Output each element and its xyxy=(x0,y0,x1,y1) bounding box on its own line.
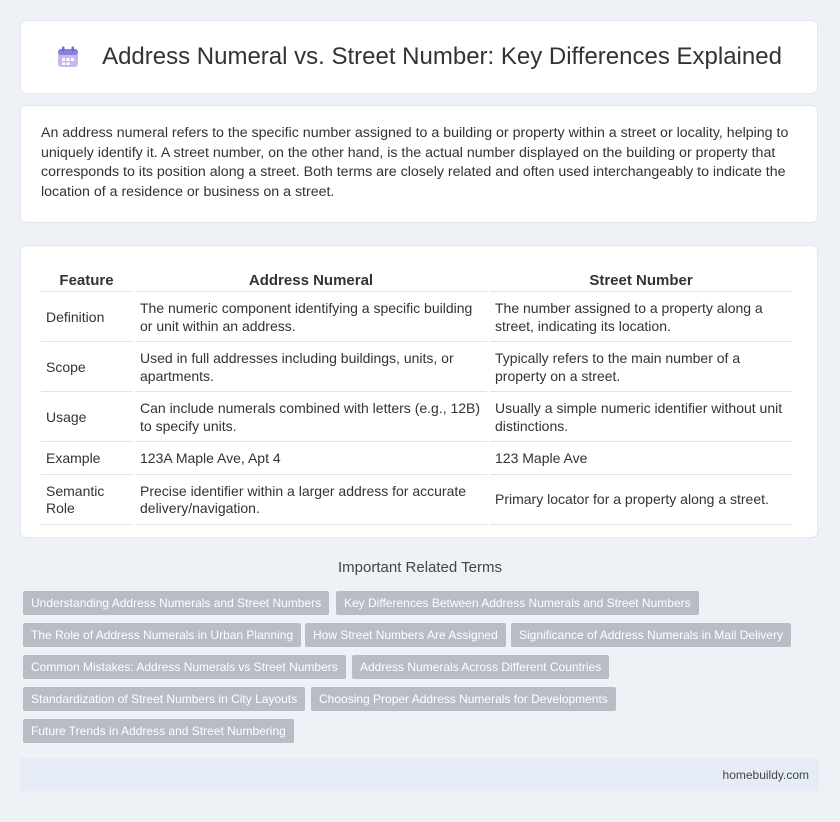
related-term-link[interactable]: Key Differences Between Address Numerals and Street Numbers xyxy=(336,591,699,615)
related-term-link[interactable]: Future Trends in Address and Street Numbering xyxy=(23,719,294,743)
row-address-numeral: 123A Maple Ave, Apt 4 xyxy=(135,444,487,475)
table-header-row xyxy=(41,268,792,292)
footer xyxy=(20,758,819,791)
related-term-link[interactable]: Significance of Address Numerals in Mail Delivery xyxy=(511,623,791,647)
calendar-icon xyxy=(56,45,80,69)
row-street-number: Primary locator for a property along a street. xyxy=(490,477,792,525)
intro-text: An address numeral refers to the specific number assigned to a building or property within a street or locality, helping to uniquely identify it. A street number, on the other hand, is the actual number displayed on the building or property that corresponds to its position along a street. Both terms are closely related and often used interchangeably to indicate the location of a residence or business on a street. xyxy=(41,125,789,200)
row-address-numeral: The numeric component identifying a specific building or unit within an address. xyxy=(135,294,487,342)
intro-card xyxy=(20,105,818,223)
footer-site-link[interactable]: homebuildy.com xyxy=(722,767,809,782)
row-address-numeral: Precise identifier within a larger address for accurate delivery/navigation. xyxy=(135,477,487,525)
related-term-link[interactable]: Choosing Proper Address Numerals for Developments xyxy=(311,687,616,711)
related-term-link[interactable]: How Street Numbers Are Assigned xyxy=(305,623,506,647)
title-card xyxy=(20,20,818,94)
row-feature: Usage xyxy=(41,394,132,442)
page-title-text: Address Numeral vs. Street Number: Key Differences Explained xyxy=(102,43,782,70)
comparison-table-card xyxy=(20,245,818,538)
page-title xyxy=(56,43,782,71)
related-terms-title: Important Related Terms xyxy=(338,559,502,576)
related-term-link[interactable]: Standardization of Street Numbers in City Layouts xyxy=(23,687,305,711)
table-row xyxy=(41,394,792,442)
table-row xyxy=(41,294,792,342)
row-street-number: Usually a simple numeric identifier without unit distinctions. xyxy=(490,394,792,442)
header-feature: Feature xyxy=(41,268,132,292)
row-street-number: Typically refers to the main number of a property on a street. xyxy=(490,344,792,392)
row-feature: Example xyxy=(41,444,132,475)
row-address-numeral: Used in full addresses including buildings, units, or apartments. xyxy=(135,344,487,392)
table-row xyxy=(41,444,792,475)
row-street-number: 123 Maple Ave xyxy=(490,444,792,475)
related-term-link[interactable]: The Role of Address Numerals in Urban Planning xyxy=(23,623,301,647)
row-address-numeral: Can include numerals combined with letters (e.g., 12B) to specify units. xyxy=(135,394,487,442)
header-address-numeral: Address Numeral xyxy=(135,268,487,292)
related-term-link[interactable]: Common Mistakes: Address Numerals vs Street Numbers xyxy=(23,655,346,679)
row-feature: Semantic Role xyxy=(41,477,132,525)
row-street-number: The number assigned to a property along a street, indicating its location. xyxy=(490,294,792,342)
row-feature: Definition xyxy=(41,294,132,342)
row-feature: Scope xyxy=(41,344,132,392)
header-street-number: Street Number xyxy=(490,268,792,292)
related-term-link[interactable]: Understanding Address Numerals and Street Numbers xyxy=(23,591,329,615)
comparison-table xyxy=(38,266,795,527)
table-row xyxy=(41,477,792,525)
table-row xyxy=(41,344,792,392)
related-term-link[interactable]: Address Numerals Across Different Countries xyxy=(352,655,609,679)
